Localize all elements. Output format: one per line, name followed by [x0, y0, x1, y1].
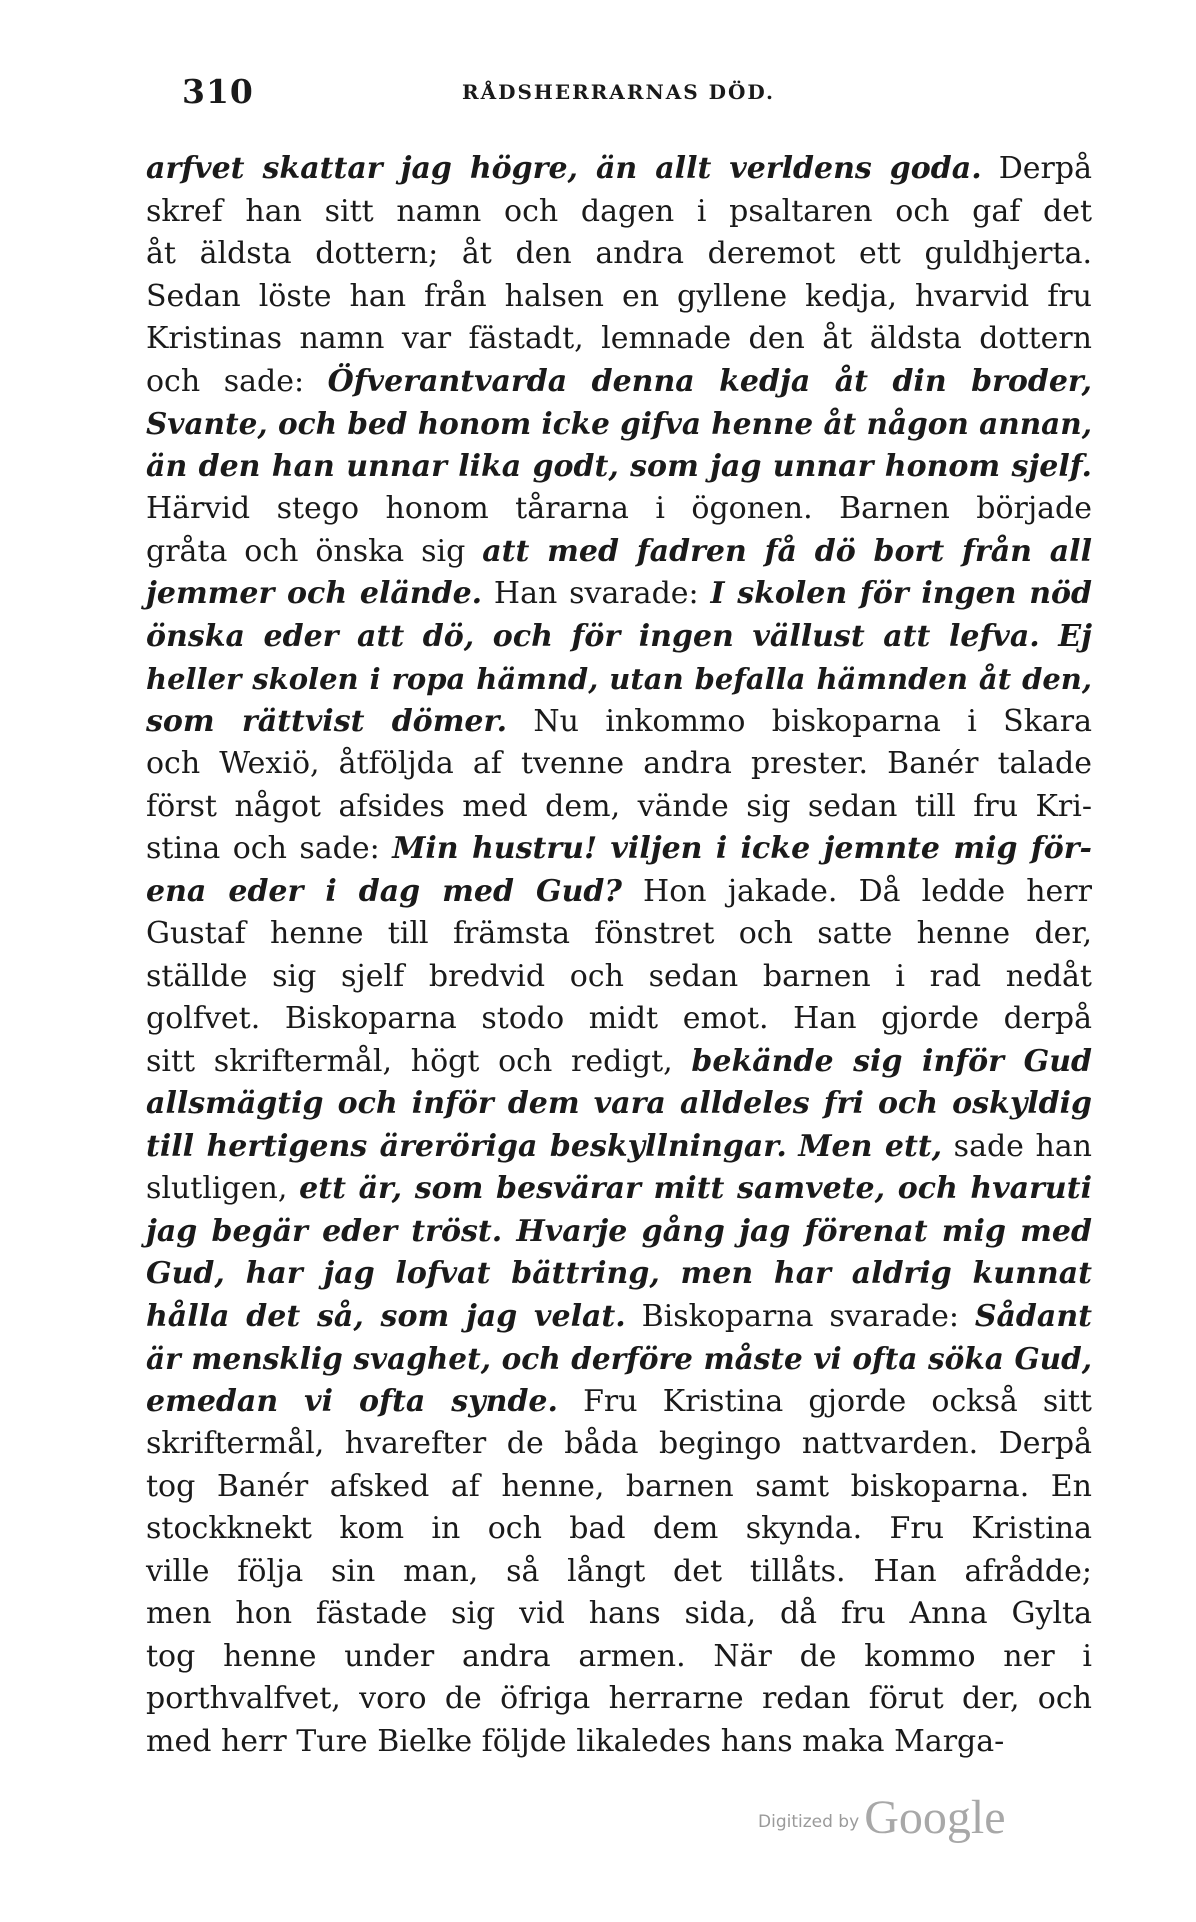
italic-segment: emedan vi ofta synde. — [146, 1383, 558, 1419]
italic-segment: I skolen för ingen nöd — [710, 576, 1092, 611]
google-watermark — [758, 1790, 1006, 1845]
text-line — [146, 1338, 1092, 1381]
italic-segment: heller skolen i ropa hämnd, utan befalla hämnden åt den, — [146, 662, 1092, 696]
text-segment: tog Banér afsked af henne, barnen samt biskoparna. En — [146, 1468, 1092, 1504]
text-segment: Kristinas namn var fästadt, lemnade den åt äldsta dottern — [146, 321, 1092, 356]
text-line — [146, 1168, 1092, 1211]
text-line — [146, 956, 1092, 999]
text-line — [146, 1721, 1092, 1764]
text-line — [146, 318, 1092, 361]
italic-segment: ett är, som besvärar mitt samvete, och hvaruti — [299, 1171, 1092, 1206]
running-title: RÅDSHERRARNAS DÖD. — [462, 80, 776, 104]
text-line — [146, 1253, 1092, 1296]
text-line — [146, 786, 1092, 829]
text-line — [146, 1636, 1092, 1679]
italic-segment: bekände sig inför Gud — [691, 1043, 1092, 1079]
italic-segment: Gud, har jag lofvat bättring, men har aldrig kunnat — [146, 1256, 1092, 1291]
italic-segment: ena eder i dag med Gud? — [146, 873, 622, 909]
italic-segment: arfvet skattar jag högre, än allt verldens goda. — [146, 151, 982, 186]
text-line — [146, 1678, 1092, 1721]
text-segment: Härvid stego honom tårarna i ögonen. Barnen började — [146, 491, 1092, 526]
text-line — [146, 276, 1092, 319]
text-segment — [787, 1129, 799, 1164]
text-line — [146, 361, 1092, 404]
text-line — [146, 658, 1092, 701]
text-line — [146, 1466, 1092, 1509]
watermark-prefix: Digitized by — [758, 1812, 860, 1832]
text-segment: stina och sade: — [146, 831, 393, 866]
text-line — [146, 403, 1092, 446]
italic-segment: jag begär eder tröst. Hvarje gång jag förenat mig med — [146, 1213, 1092, 1249]
text-line — [146, 446, 1092, 489]
text-segment: men hon fästade sig vid hans sida, då fru Anna Gylta — [146, 1596, 1092, 1631]
text-segment: tog henne under andra armen. När de kommo ner i — [146, 1638, 1092, 1674]
text-line — [146, 1508, 1092, 1551]
text-line — [146, 1381, 1092, 1424]
text-segment: gråta och önska sig — [146, 533, 483, 569]
text-line — [146, 701, 1092, 744]
text-line — [146, 531, 1092, 574]
italic-segment: att med fadren få dö bort från all — [482, 533, 1092, 569]
text-segment: Fru Kristina gjorde också sitt — [557, 1383, 1092, 1419]
text-segment: med herr Ture Bielke följde likaledes hans maka Marga- — [146, 1723, 1005, 1759]
text-line — [146, 1126, 1092, 1169]
text-line — [146, 1551, 1092, 1594]
text-segment: stockknekt kom in och bad dem skynda. Fru Kristina — [146, 1511, 1092, 1546]
text-segment: ville följa sin man, så långt det tillåts. Han afrådde; — [146, 1553, 1092, 1589]
text-segment: porthvalfvet, voro de öfriga herrarne redan förut der, och — [146, 1681, 1092, 1716]
text-line — [146, 743, 1092, 786]
text-line — [146, 1296, 1092, 1339]
italic-segment: till hertigens äreröriga beskyllningar. — [146, 1128, 787, 1164]
text-line — [146, 828, 1092, 871]
text-segment: slutligen, — [146, 1171, 300, 1206]
text-segment: Derpå — [981, 151, 1092, 186]
italic-segment: än den han unnar lika godt, som jag unnar honom sjelf. — [146, 448, 1092, 484]
text-segment: Han svarade: — [482, 576, 711, 611]
text-line — [146, 233, 1092, 276]
text-segment: först något afsides med dem, vände sig sedan till fru Kri- — [146, 788, 1092, 824]
text-line — [146, 1211, 1092, 1254]
text-segment: ställde sig sjelf bredvid och sedan barnen i rad nedåt — [146, 958, 1092, 994]
italic-segment: som rättvist dömer. — [146, 703, 508, 739]
text-line — [146, 871, 1092, 914]
text-segment: skriftermål, hvarefter de båda begingo nattvarden. Derpå — [146, 1426, 1092, 1461]
text-line — [146, 1041, 1092, 1084]
text-line — [146, 148, 1092, 191]
italic-segment: är mensklig svaghet, och derföre måste vi ofta söka Gud, — [146, 1341, 1092, 1376]
italic-segment: Sådant — [974, 1298, 1092, 1334]
text-line — [146, 1083, 1092, 1126]
text-line — [146, 616, 1092, 659]
italic-segment: hålla det så, som jag velat. — [146, 1298, 626, 1334]
italic-segment: Öfverantvarda denna kedja åt din broder, — [327, 363, 1093, 399]
text-line — [146, 488, 1092, 531]
italic-segment: Min hustru! viljen i icke jemnte mig för- — [392, 831, 1092, 866]
text-segment: åt äldsta dottern; åt den andra deremot ett guldhjerta. — [146, 236, 1092, 271]
text-segment: Gustaf henne till främsta fönstret och satte henne der, — [146, 916, 1092, 951]
text-line — [146, 191, 1092, 234]
italic-segment: Svante, och bed honom icke gifva henne åt någon annan, — [146, 406, 1092, 441]
text-segment: Biskoparna svarade: — [625, 1298, 975, 1334]
text-line — [146, 573, 1092, 616]
italic-segment: jemmer och elände. — [146, 576, 483, 611]
italic-segment: Men ett, — [798, 1128, 943, 1164]
text-segment: skref han sitt namn och dagen i psaltaren och gaf det — [146, 193, 1092, 229]
text-segment: sitt skriftermål, högt och redigt, — [146, 1043, 692, 1079]
text-line — [146, 1423, 1092, 1466]
text-segment: Hon jakade. Då ledde herr — [621, 873, 1092, 909]
text-segment: Nu inkommo biskoparna i Skara — [507, 703, 1093, 739]
text-line — [146, 998, 1092, 1041]
text-line — [146, 1593, 1092, 1636]
google-logo: Google — [864, 1791, 1006, 1844]
text-segment: och Wexiö, åtföljda af tvenne andra prester. Banér talade — [146, 746, 1092, 781]
page-number: 310 — [182, 72, 254, 111]
text-segment: och sade: — [146, 363, 328, 399]
text-segment: Sedan löste han från halsen en gyllene kedja, hvarvid fru — [146, 278, 1092, 314]
body-text — [146, 148, 1092, 1763]
italic-segment: allsmägtig och inför dem vara alldeles fri och oskyldig — [146, 1086, 1092, 1121]
italic-segment: önska eder att dö, och för ingen vällust att lefva. Ej — [146, 618, 1092, 654]
text-segment: golfvet. Biskoparna stodo midt emot. Han gjorde derpå — [146, 1001, 1092, 1036]
text-line — [146, 913, 1092, 956]
text-segment: sade han — [942, 1128, 1092, 1164]
page-header — [182, 72, 1092, 122]
